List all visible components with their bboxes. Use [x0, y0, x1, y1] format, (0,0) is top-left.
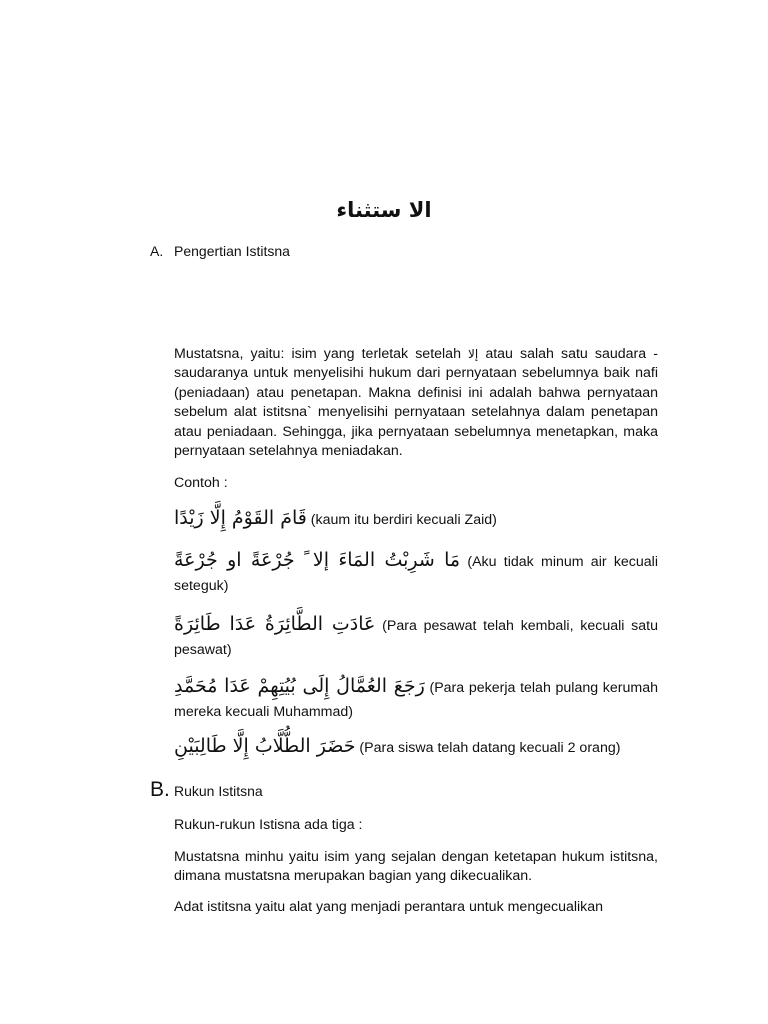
rukun-intro: Rukun-rukun Istisna ada tiga :	[174, 817, 363, 833]
example-item	[174, 548, 658, 598]
example-translation: (Para siswa telah datang kecuali 2 orang)	[359, 740, 621, 756]
definition-text-start: Mustatsna, yaitu: isim yang terletak setelah	[174, 346, 469, 362]
example-item	[174, 506, 658, 532]
definition-paragraph	[174, 345, 658, 461]
example-arabic: حَضَرَ الطُّلَّابُ إِلَّا طَالِبَيْنِ	[174, 735, 356, 757]
example-item	[174, 612, 658, 662]
example-arabic: عَادَتِ الطَّائِرَةُ عَدَا طَائِرَةً	[174, 613, 376, 635]
example-arabic: رَجَعَ العُمَّالُ إِلَى بُيُتِهِمْ عَدَا مُحَمَّدِ	[174, 675, 425, 697]
example-translation: (Para pekerja telah pulang kerumah mereka kecuali Muhammad)	[174, 680, 658, 720]
section-b-title: Rukun Istitsna	[174, 783, 263, 799]
rukun-item-adat-istitsna: Adat istitsna yaitu alat yang menjadi perantara untuk mengecualikan	[174, 899, 604, 915]
example-arabic: مَا شَرِبْتُ المَاءَ إلا ً جُرْعَةً او جُرْعَةً	[174, 549, 461, 571]
example-arabic: قَامَ القَوْمُ إِلَّا زَيْدًا	[174, 507, 307, 529]
example-translation: (Para pesawat telah kembali, kecuali satu pesawat)	[174, 618, 658, 658]
definition-arabic: إلا	[468, 347, 479, 361]
rukun-item-mustatsna-minhu: Mustatsna minhu yaitu isim yang sejalan dengan ketetapan hukum istitsna, dimana mustatsna merupakan bagian yang dikecualikan.	[174, 849, 658, 885]
section-b-heading	[150, 778, 263, 802]
example-translation: (Aku tidak minum air kecuali seteguk)	[174, 554, 658, 594]
definition-text-end: atau salah satu saudara -saudaranya untuk menyelisihi hukum dari pernyataan sebelumnya baik nafi (peniadaan) atau penetapan. Makna definisi ini adalah bahwa pernyataan sebelum alat istitsna` menyelisihi pernyataan setelahnya dalam penetapan atau peniadaan. Sehingga, jika pernyataan sebelumnya menetapkan, maka pernyataan setelahnya meniadakan.	[174, 346, 658, 460]
section-a-heading	[150, 243, 290, 259]
section-a-marker: A.	[150, 243, 164, 259]
example-item	[174, 674, 658, 724]
section-b-marker: B.	[150, 778, 170, 801]
contoh-label: Contoh :	[174, 475, 228, 491]
example-translation: (kaum itu berdiri kecuali Zaid)	[310, 512, 497, 528]
example-item	[174, 734, 658, 760]
section-a-title: Pengertian Istitsna	[174, 243, 290, 259]
page-title: الا ستثناء	[336, 198, 432, 222]
